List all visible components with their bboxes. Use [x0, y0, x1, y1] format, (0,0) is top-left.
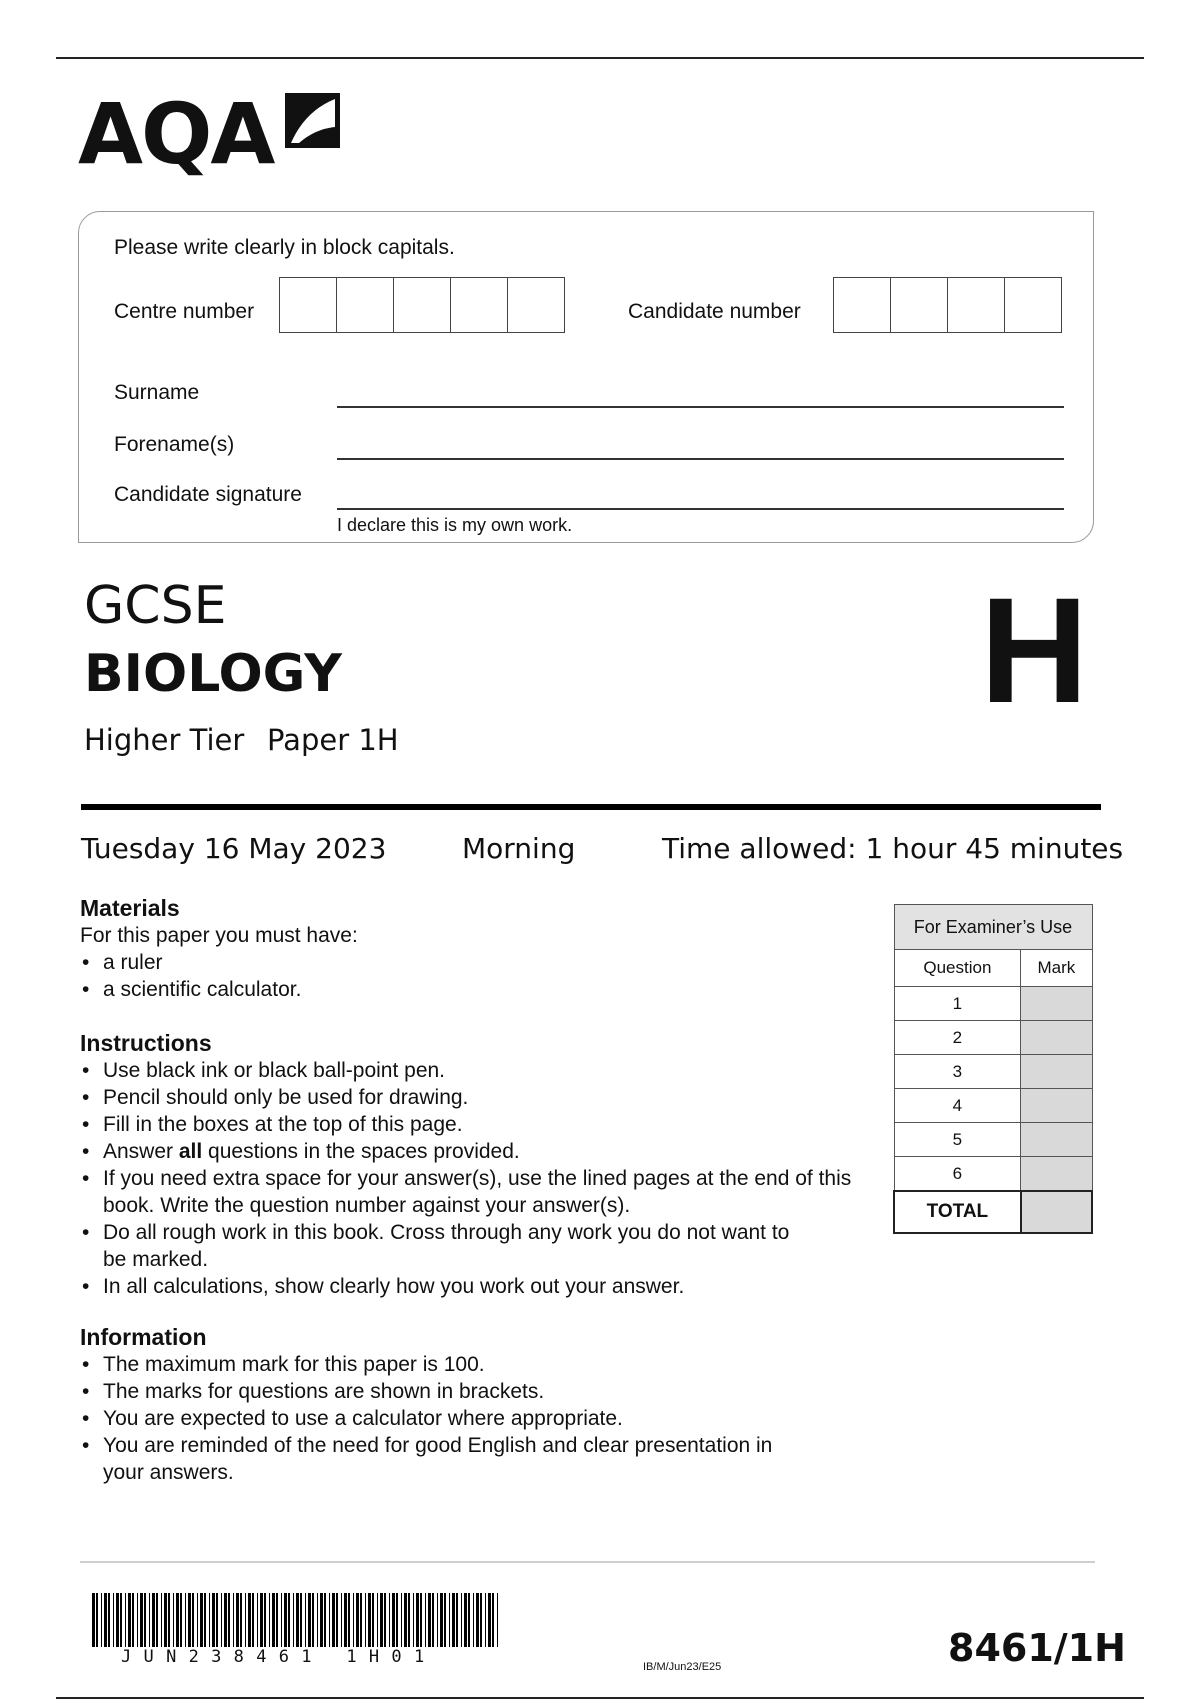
mark-cell — [1021, 1021, 1092, 1055]
forename-label: Forename(s) — [114, 433, 235, 456]
examiner-table-heading: For Examiner’s Use — [894, 905, 1092, 950]
signature-field[interactable] — [337, 508, 1064, 510]
paper-code: 8461/1H — [948, 1626, 1126, 1670]
instructions-section — [80, 1030, 870, 1300]
forename-field[interactable] — [337, 458, 1064, 460]
exam-date: Tuesday 16 May 2023 — [81, 832, 387, 865]
examiner-use-table — [893, 904, 1093, 1234]
list-item: • You are reminded of the need for good English and clear presentation in your answers. — [80, 1432, 800, 1486]
paper-label: Paper 1H — [267, 723, 399, 757]
materials-intro: For this paper you must have: — [80, 924, 358, 947]
block-capitals-instruction: Please write clearly in block capitals. — [114, 236, 455, 259]
candidate-number-boxes[interactable] — [833, 277, 1062, 333]
surname-label: Surname — [114, 381, 200, 404]
mark-cell — [1021, 987, 1092, 1021]
tier-letter: H — [980, 566, 1089, 734]
information-section — [80, 1324, 800, 1486]
aqa-logo — [78, 85, 274, 183]
mark-cell — [1021, 1123, 1092, 1157]
information-list — [80, 1351, 800, 1486]
paper-reference: IB/M/Jun23/E25 — [643, 1661, 722, 1673]
subject-title: BIOLOGY — [84, 644, 342, 704]
question-column-header: Question — [894, 950, 1021, 987]
question-number: 5 — [894, 1123, 1021, 1157]
surname-field[interactable] — [337, 406, 1064, 408]
table-row — [894, 1021, 1092, 1055]
bottom-rule — [56, 1697, 1144, 1699]
question-number: 4 — [894, 1089, 1021, 1123]
list-item: • If you need extra space for your answer(s), use the lined pages at the end of this book. Write the question number against your answer(s). — [80, 1165, 870, 1219]
information-heading: Information — [80, 1324, 207, 1350]
signature-label: Candidate signature — [114, 483, 302, 506]
mark-cell — [1021, 1089, 1092, 1123]
materials-list — [80, 949, 880, 1003]
list-item: • Pencil should only be used for drawing. — [80, 1084, 870, 1111]
question-number: 1 — [894, 987, 1021, 1021]
materials-heading: Materials — [80, 895, 180, 921]
footer-rule — [80, 1561, 1095, 1563]
list-item: • The marks for questions are shown in brackets. — [80, 1378, 800, 1405]
table-row — [894, 1089, 1092, 1123]
centre-number-boxes[interactable] — [279, 277, 565, 333]
centre-number-label: Centre number — [114, 300, 255, 323]
qualification-title: GCSE — [84, 576, 227, 636]
list-item: • The maximum mark for this paper is 100. — [80, 1351, 800, 1378]
exam-session: Morning — [462, 832, 576, 865]
candidate-number-label: Candidate number — [628, 300, 801, 323]
list-item: • a scientific calculator. — [80, 976, 880, 1003]
declaration-text: I declare this is my own work. — [337, 515, 573, 535]
top-rule — [56, 57, 1144, 59]
list-item: • a ruler — [80, 949, 880, 976]
time-allowed: Time allowed: 1 hour 45 minutes — [662, 832, 1124, 865]
list-item: • In all calculations, show clearly how you work out your answer. — [80, 1273, 870, 1300]
logo-text: AQA — [78, 85, 274, 183]
total-row — [894, 1191, 1092, 1233]
total-mark-cell — [1021, 1191, 1092, 1233]
aqa-logo-mark-icon — [285, 93, 340, 148]
question-number: 3 — [894, 1055, 1021, 1089]
list-item: • Fill in the boxes at the top of this page. — [80, 1111, 870, 1138]
mark-cell — [1021, 1055, 1092, 1089]
table-row — [894, 987, 1092, 1021]
barcode-text: JUN238461 1H01 — [121, 1647, 437, 1667]
mark-cell — [1021, 1157, 1092, 1192]
instructions-list — [80, 1057, 870, 1300]
table-row — [894, 1123, 1092, 1157]
materials-section — [80, 895, 880, 1003]
total-label: TOTAL — [894, 1191, 1021, 1233]
list-item: • Do all rough work in this book. Cross through any work you do not want to be marked. — [80, 1219, 803, 1273]
list-item: • Use black ink or black ball-point pen. — [80, 1057, 870, 1084]
question-number: 2 — [894, 1021, 1021, 1055]
title-divider — [81, 804, 1101, 810]
barcode-icon — [92, 1593, 502, 1647]
list-item: • You are expected to use a calculator where appropriate. — [80, 1405, 800, 1432]
mark-column-header: Mark — [1021, 950, 1092, 987]
instructions-heading: Instructions — [80, 1030, 212, 1056]
list-item: • Answer all questions in the spaces provided. — [80, 1138, 870, 1165]
tier-label: Higher Tier — [84, 723, 245, 757]
table-row — [894, 1055, 1092, 1089]
table-row — [894, 1157, 1092, 1192]
question-number: 6 — [894, 1157, 1021, 1192]
